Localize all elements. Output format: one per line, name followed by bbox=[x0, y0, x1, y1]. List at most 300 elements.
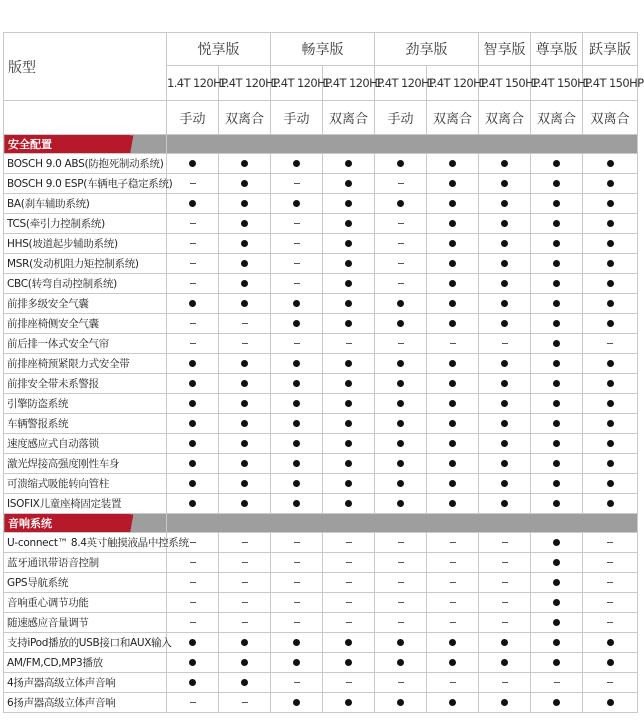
standard-dot-icon bbox=[607, 260, 614, 267]
not-available-dash-icon bbox=[294, 602, 300, 603]
standard-dot-icon bbox=[345, 639, 352, 646]
feature-value-cell bbox=[167, 394, 219, 414]
feature-value-cell bbox=[271, 334, 323, 354]
feature-value-cell bbox=[479, 454, 531, 474]
standard-dot-icon bbox=[449, 180, 456, 187]
not-available-dash-icon bbox=[502, 562, 508, 563]
standard-dot-icon bbox=[553, 420, 560, 427]
standard-dot-icon bbox=[189, 160, 196, 167]
feature-value-cell bbox=[583, 533, 638, 553]
not-available-dash-icon bbox=[190, 183, 196, 184]
feature-value-cell bbox=[271, 254, 323, 274]
feature-value-cell bbox=[375, 394, 427, 414]
feature-value-cell bbox=[167, 653, 219, 673]
not-available-dash-icon bbox=[607, 682, 613, 683]
not-available-dash-icon bbox=[190, 323, 196, 324]
not-available-dash-icon bbox=[294, 562, 300, 563]
standard-dot-icon bbox=[241, 360, 248, 367]
standard-dot-icon bbox=[607, 300, 614, 307]
feature-value-cell bbox=[271, 354, 323, 374]
standard-dot-icon bbox=[293, 659, 300, 666]
feature-value-cell bbox=[219, 394, 271, 414]
standard-dot-icon bbox=[293, 160, 300, 167]
feature-value-cell bbox=[375, 334, 427, 354]
standard-dot-icon bbox=[501, 699, 508, 706]
feature-value-cell bbox=[167, 234, 219, 254]
feature-value-cell bbox=[167, 593, 219, 613]
standard-dot-icon bbox=[449, 440, 456, 447]
standard-dot-icon bbox=[293, 460, 300, 467]
standard-dot-icon bbox=[607, 360, 614, 367]
standard-dot-icon bbox=[345, 500, 352, 507]
feature-row bbox=[4, 274, 638, 294]
not-available-dash-icon bbox=[346, 582, 352, 583]
gearbox-header: 手动 bbox=[375, 101, 427, 135]
feature-value-cell bbox=[531, 334, 583, 354]
standard-dot-icon bbox=[189, 400, 196, 407]
feature-value-cell bbox=[583, 613, 638, 633]
feature-value-cell bbox=[531, 274, 583, 294]
not-available-dash-icon bbox=[190, 582, 196, 583]
standard-dot-icon bbox=[607, 220, 614, 227]
feature-row bbox=[4, 454, 638, 474]
feature-value-cell bbox=[167, 154, 219, 174]
feature-value-cell bbox=[583, 294, 638, 314]
feature-label: HHS(坡道起步辅助系统) bbox=[4, 234, 167, 254]
standard-dot-icon bbox=[501, 440, 508, 447]
standard-dot-icon bbox=[345, 320, 352, 327]
standard-dot-icon bbox=[501, 380, 508, 387]
standard-dot-icon bbox=[397, 160, 404, 167]
standard-dot-icon bbox=[397, 400, 404, 407]
feature-value-cell bbox=[323, 374, 375, 394]
feature-value-cell bbox=[167, 573, 219, 593]
feature-value-cell bbox=[479, 334, 531, 354]
standard-dot-icon bbox=[501, 480, 508, 487]
feature-value-cell bbox=[531, 533, 583, 553]
standard-dot-icon bbox=[241, 400, 248, 407]
not-available-dash-icon bbox=[398, 183, 404, 184]
feature-value-cell bbox=[531, 573, 583, 593]
standard-dot-icon bbox=[241, 639, 248, 646]
not-available-dash-icon bbox=[502, 622, 508, 623]
not-available-dash-icon bbox=[502, 343, 508, 344]
standard-dot-icon bbox=[449, 500, 456, 507]
feature-value-cell bbox=[531, 593, 583, 613]
feature-value-cell bbox=[323, 314, 375, 334]
feature-value-cell bbox=[219, 454, 271, 474]
feature-label: AM/FM,CD,MP3播放 bbox=[4, 653, 167, 673]
feature-label: 前排座椅侧安全气囊 bbox=[4, 314, 167, 334]
not-available-dash-icon bbox=[450, 562, 456, 563]
standard-dot-icon bbox=[449, 699, 456, 706]
feature-label: 4扬声器高级立体声音响 bbox=[4, 673, 167, 693]
feature-value-cell bbox=[323, 553, 375, 573]
standard-dot-icon bbox=[501, 360, 508, 367]
standard-dot-icon bbox=[241, 180, 248, 187]
not-available-dash-icon bbox=[398, 542, 404, 543]
feature-value-cell bbox=[375, 693, 427, 713]
feature-value-cell bbox=[479, 154, 531, 174]
feature-value-cell bbox=[271, 314, 323, 334]
engine-header: 1.4T 120HP bbox=[375, 66, 427, 101]
standard-dot-icon bbox=[241, 440, 248, 447]
standard-dot-icon bbox=[241, 420, 248, 427]
not-available-dash-icon bbox=[398, 682, 404, 683]
feature-value-cell bbox=[531, 434, 583, 454]
feature-value-cell bbox=[479, 214, 531, 234]
feature-value-cell bbox=[219, 354, 271, 374]
standard-dot-icon bbox=[607, 659, 614, 666]
feature-value-cell bbox=[375, 354, 427, 374]
standard-dot-icon bbox=[397, 320, 404, 327]
not-available-dash-icon bbox=[294, 223, 300, 224]
feature-value-cell bbox=[583, 474, 638, 494]
feature-value-cell bbox=[427, 414, 479, 434]
feature-row bbox=[4, 414, 638, 434]
feature-value-cell bbox=[167, 194, 219, 214]
feature-value-cell bbox=[479, 234, 531, 254]
feature-value-cell bbox=[323, 573, 375, 593]
standard-dot-icon bbox=[501, 300, 508, 307]
standard-dot-icon bbox=[607, 480, 614, 487]
not-available-dash-icon bbox=[554, 682, 560, 683]
feature-value-cell bbox=[531, 673, 583, 693]
not-available-dash-icon bbox=[398, 263, 404, 264]
feature-value-cell bbox=[583, 214, 638, 234]
not-available-dash-icon bbox=[346, 622, 352, 623]
feature-value-cell bbox=[531, 354, 583, 374]
feature-row bbox=[4, 334, 638, 354]
feature-label: TCS(牵引力控制系统) bbox=[4, 214, 167, 234]
feature-label: 支持iPod播放的USB接口和AUX输入 bbox=[4, 633, 167, 653]
not-available-dash-icon bbox=[190, 343, 196, 344]
standard-dot-icon bbox=[553, 300, 560, 307]
standard-dot-icon bbox=[607, 440, 614, 447]
gearbox-header: 双离合 bbox=[583, 101, 638, 135]
feature-value-cell bbox=[583, 553, 638, 573]
not-available-dash-icon bbox=[190, 283, 196, 284]
feature-value-cell bbox=[323, 434, 375, 454]
feature-row bbox=[4, 553, 638, 573]
feature-value-cell bbox=[583, 573, 638, 593]
not-available-dash-icon bbox=[607, 542, 613, 543]
feature-value-cell bbox=[427, 274, 479, 294]
feature-value-cell bbox=[271, 154, 323, 174]
feature-value-cell bbox=[375, 274, 427, 294]
standard-dot-icon bbox=[607, 200, 614, 207]
feature-row bbox=[4, 653, 638, 673]
feature-row bbox=[4, 194, 638, 214]
feature-value-cell bbox=[323, 414, 375, 434]
feature-value-cell bbox=[271, 633, 323, 653]
feature-value-cell bbox=[479, 553, 531, 573]
not-available-dash-icon bbox=[294, 283, 300, 284]
feature-row bbox=[4, 673, 638, 693]
standard-dot-icon bbox=[345, 280, 352, 287]
feature-value-cell bbox=[219, 214, 271, 234]
feature-value-cell bbox=[375, 494, 427, 514]
feature-value-cell bbox=[167, 294, 219, 314]
standard-dot-icon bbox=[553, 400, 560, 407]
not-available-dash-icon bbox=[398, 243, 404, 244]
standard-dot-icon bbox=[345, 260, 352, 267]
feature-value-cell bbox=[583, 254, 638, 274]
feature-value-cell bbox=[531, 314, 583, 334]
gearbox-header: 双离合 bbox=[531, 101, 583, 135]
not-available-dash-icon bbox=[398, 622, 404, 623]
standard-dot-icon bbox=[449, 480, 456, 487]
standard-dot-icon bbox=[293, 320, 300, 327]
gearbox-header: 双离合 bbox=[479, 101, 531, 135]
standard-dot-icon bbox=[293, 300, 300, 307]
standard-dot-icon bbox=[293, 639, 300, 646]
not-available-dash-icon bbox=[450, 343, 456, 344]
edition-header: 尊享版 bbox=[531, 33, 583, 66]
feature-value-cell bbox=[583, 314, 638, 334]
standard-dot-icon bbox=[553, 380, 560, 387]
engine-header: 1.4T 150HP bbox=[583, 66, 638, 101]
feature-value-cell bbox=[219, 294, 271, 314]
not-available-dash-icon bbox=[190, 223, 196, 224]
feature-value-cell bbox=[479, 274, 531, 294]
feature-row bbox=[4, 214, 638, 234]
feature-row bbox=[4, 593, 638, 613]
standard-dot-icon bbox=[345, 400, 352, 407]
engine-header: 1.4T 120HP bbox=[167, 66, 219, 101]
edition-header: 悦享版 bbox=[167, 33, 271, 66]
standard-dot-icon bbox=[241, 659, 248, 666]
not-available-dash-icon bbox=[242, 542, 248, 543]
feature-value-cell bbox=[167, 274, 219, 294]
feature-value-cell bbox=[167, 214, 219, 234]
standard-dot-icon bbox=[345, 480, 352, 487]
feature-value-cell bbox=[427, 194, 479, 214]
feature-value-cell bbox=[323, 474, 375, 494]
feature-value-cell bbox=[583, 394, 638, 414]
feature-label: BA(刹车辅助系统) bbox=[4, 194, 167, 214]
feature-value-cell bbox=[271, 673, 323, 693]
standard-dot-icon bbox=[553, 619, 560, 626]
feature-row bbox=[4, 693, 638, 713]
feature-label: 可溃缩式吸能转向管柱 bbox=[4, 474, 167, 494]
feature-value-cell bbox=[323, 673, 375, 693]
feature-value-cell bbox=[375, 673, 427, 693]
not-available-dash-icon bbox=[398, 223, 404, 224]
feature-value-cell bbox=[375, 593, 427, 613]
engine-header: 1.4T 120HP bbox=[323, 66, 375, 101]
feature-value-cell bbox=[271, 274, 323, 294]
feature-value-cell bbox=[167, 254, 219, 274]
feature-value-cell bbox=[479, 474, 531, 494]
feature-value-cell bbox=[479, 294, 531, 314]
not-available-dash-icon bbox=[502, 682, 508, 683]
feature-value-cell bbox=[479, 314, 531, 334]
feature-value-cell bbox=[271, 494, 323, 514]
not-available-dash-icon bbox=[242, 702, 248, 703]
feature-value-cell bbox=[479, 613, 531, 633]
feature-value-cell bbox=[583, 673, 638, 693]
not-available-dash-icon bbox=[346, 343, 352, 344]
not-available-dash-icon bbox=[294, 183, 300, 184]
feature-value-cell bbox=[531, 454, 583, 474]
header-row-gearboxes bbox=[4, 101, 638, 135]
standard-dot-icon bbox=[345, 440, 352, 447]
feature-value-cell bbox=[323, 633, 375, 653]
feature-value-cell bbox=[427, 334, 479, 354]
not-available-dash-icon bbox=[190, 542, 196, 543]
standard-dot-icon bbox=[397, 440, 404, 447]
feature-value-cell bbox=[375, 434, 427, 454]
section-header bbox=[4, 514, 638, 533]
feature-value-cell bbox=[427, 533, 479, 553]
engine-header: 1.4T 120HP bbox=[219, 66, 271, 101]
feature-value-cell bbox=[531, 553, 583, 573]
feature-value-cell bbox=[375, 633, 427, 653]
feature-value-cell bbox=[219, 553, 271, 573]
not-available-dash-icon bbox=[398, 283, 404, 284]
not-available-dash-icon bbox=[294, 542, 300, 543]
standard-dot-icon bbox=[449, 400, 456, 407]
standard-dot-icon bbox=[553, 260, 560, 267]
standard-dot-icon bbox=[449, 200, 456, 207]
feature-value-cell bbox=[531, 194, 583, 214]
header-row-editions bbox=[4, 33, 638, 66]
feature-value-cell bbox=[479, 693, 531, 713]
not-available-dash-icon bbox=[607, 602, 613, 603]
feature-label: MSR(发动机阻力矩控制系统) bbox=[4, 254, 167, 274]
feature-value-cell bbox=[583, 274, 638, 294]
standard-dot-icon bbox=[293, 400, 300, 407]
feature-value-cell bbox=[219, 474, 271, 494]
standard-dot-icon bbox=[397, 460, 404, 467]
feature-value-cell bbox=[531, 693, 583, 713]
standard-dot-icon bbox=[449, 220, 456, 227]
standard-dot-icon bbox=[397, 659, 404, 666]
standard-dot-icon bbox=[501, 400, 508, 407]
not-available-dash-icon bbox=[346, 562, 352, 563]
feature-value-cell bbox=[167, 374, 219, 394]
feature-value-cell bbox=[583, 653, 638, 673]
standard-dot-icon bbox=[501, 200, 508, 207]
feature-value-cell bbox=[271, 194, 323, 214]
standard-dot-icon bbox=[345, 160, 352, 167]
feature-value-cell bbox=[427, 374, 479, 394]
feature-row bbox=[4, 474, 638, 494]
standard-dot-icon bbox=[501, 639, 508, 646]
feature-value-cell bbox=[271, 294, 323, 314]
feature-value-cell bbox=[219, 653, 271, 673]
feature-value-cell bbox=[479, 494, 531, 514]
standard-dot-icon bbox=[553, 280, 560, 287]
feature-label: 引擎防盗系统 bbox=[4, 394, 167, 414]
feature-value-cell bbox=[427, 613, 479, 633]
standard-dot-icon bbox=[607, 320, 614, 327]
feature-label: 随速感应音量调节 bbox=[4, 613, 167, 633]
standard-dot-icon bbox=[553, 480, 560, 487]
feature-value-cell bbox=[479, 374, 531, 394]
standard-dot-icon bbox=[397, 360, 404, 367]
standard-dot-icon bbox=[607, 420, 614, 427]
standard-dot-icon bbox=[553, 320, 560, 327]
feature-value-cell bbox=[271, 374, 323, 394]
feature-value-cell bbox=[479, 434, 531, 454]
feature-value-cell bbox=[219, 533, 271, 553]
standard-dot-icon bbox=[607, 639, 614, 646]
feature-value-cell bbox=[323, 394, 375, 414]
feature-value-cell bbox=[427, 593, 479, 613]
standard-dot-icon bbox=[345, 699, 352, 706]
not-available-dash-icon bbox=[346, 602, 352, 603]
feature-value-cell bbox=[323, 174, 375, 194]
feature-value-cell bbox=[219, 274, 271, 294]
feature-value-cell bbox=[323, 653, 375, 673]
standard-dot-icon bbox=[241, 460, 248, 467]
feature-value-cell bbox=[271, 214, 323, 234]
standard-dot-icon bbox=[553, 220, 560, 227]
not-available-dash-icon bbox=[242, 622, 248, 623]
not-available-dash-icon bbox=[450, 622, 456, 623]
gearbox-header: 手动 bbox=[167, 101, 219, 135]
feature-value-cell bbox=[167, 613, 219, 633]
standard-dot-icon bbox=[345, 380, 352, 387]
engine-header: 1.4T 150HP bbox=[531, 66, 583, 101]
feature-value-cell bbox=[583, 154, 638, 174]
not-available-dash-icon bbox=[294, 343, 300, 344]
feature-value-cell bbox=[479, 414, 531, 434]
feature-value-cell bbox=[531, 494, 583, 514]
feature-value-cell bbox=[219, 613, 271, 633]
feature-value-cell bbox=[375, 154, 427, 174]
feature-value-cell bbox=[323, 294, 375, 314]
feature-value-cell bbox=[323, 154, 375, 174]
not-available-dash-icon bbox=[607, 622, 613, 623]
feature-value-cell bbox=[427, 474, 479, 494]
standard-dot-icon bbox=[553, 659, 560, 666]
standard-dot-icon bbox=[241, 500, 248, 507]
not-available-dash-icon bbox=[450, 582, 456, 583]
standard-dot-icon bbox=[241, 160, 248, 167]
feature-row bbox=[4, 294, 638, 314]
feature-value-cell bbox=[219, 194, 271, 214]
not-available-dash-icon bbox=[190, 243, 196, 244]
feature-value-cell bbox=[323, 613, 375, 633]
standard-dot-icon bbox=[501, 420, 508, 427]
standard-dot-icon bbox=[449, 639, 456, 646]
standard-dot-icon bbox=[553, 639, 560, 646]
gearbox-header: 双离合 bbox=[427, 101, 479, 135]
standard-dot-icon bbox=[397, 380, 404, 387]
standard-dot-icon bbox=[345, 220, 352, 227]
standard-dot-icon bbox=[501, 180, 508, 187]
not-available-dash-icon bbox=[190, 702, 196, 703]
standard-dot-icon bbox=[607, 699, 614, 706]
standard-dot-icon bbox=[345, 240, 352, 247]
section-title: 音响系统 bbox=[4, 514, 167, 533]
standard-dot-icon bbox=[189, 440, 196, 447]
feature-value-cell bbox=[167, 673, 219, 693]
not-available-dash-icon bbox=[346, 542, 352, 543]
standard-dot-icon bbox=[501, 280, 508, 287]
standard-dot-icon bbox=[607, 500, 614, 507]
feature-value-cell bbox=[583, 354, 638, 374]
feature-row bbox=[4, 154, 638, 174]
feature-value-cell bbox=[271, 394, 323, 414]
feature-value-cell bbox=[479, 354, 531, 374]
not-available-dash-icon bbox=[294, 682, 300, 683]
header-blank-cell bbox=[4, 101, 167, 135]
standard-dot-icon bbox=[397, 300, 404, 307]
